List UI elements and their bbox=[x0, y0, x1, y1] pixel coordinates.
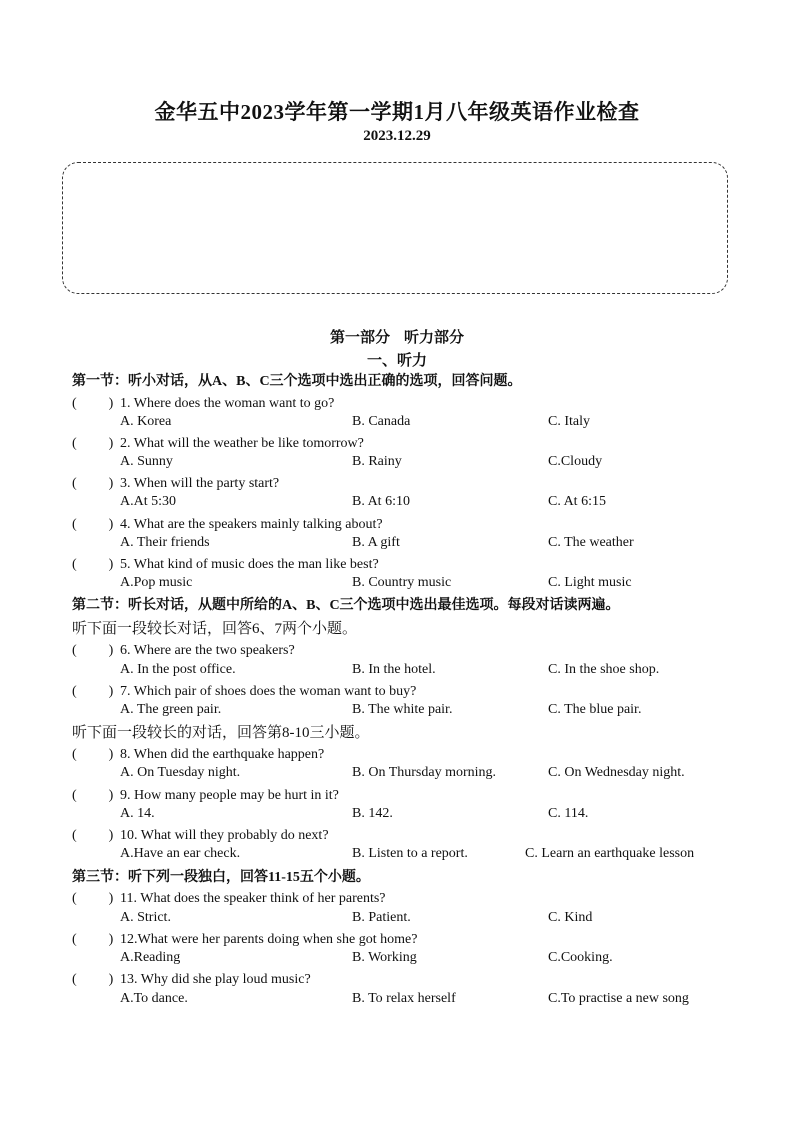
question-11: ( ) 11. What does the speaker think of her parents? bbox=[72, 889, 386, 909]
section-2-heading: 第二节：听长对话，从题中所给的A、B、C三个选项中选出最佳选项。每段对话读两遍。 bbox=[72, 598, 620, 613]
q1-option-c: C. Italy bbox=[548, 414, 590, 429]
q2-option-c: C.Cloudy bbox=[548, 454, 603, 469]
question-4: ( ) 4. What are the speakers mainly talking about? bbox=[72, 515, 383, 535]
part-name: 听力部分 bbox=[404, 330, 465, 346]
q12-option-b: B. Working bbox=[352, 950, 417, 965]
question-7: ( ) 7. Which pair of shoes does the woman want to buy? bbox=[72, 682, 416, 702]
student-info-box[interactable] bbox=[62, 162, 728, 294]
q10-option-c: C. Learn an earthquake lesson bbox=[525, 846, 695, 861]
answer-blank-3[interactable]: ( ) bbox=[72, 476, 114, 491]
q3-option-a: A.At 5:30 bbox=[120, 494, 176, 509]
part-number: 第一部分 bbox=[329, 330, 390, 346]
q13-option-c: C.To practise a new song bbox=[548, 991, 689, 1006]
q7-option-a: A. The green pair. bbox=[120, 702, 222, 717]
answer-blank-4[interactable]: ( ) bbox=[72, 517, 114, 532]
q11-option-b: B. Patient. bbox=[352, 910, 411, 925]
q3-option-b: B. At 6:10 bbox=[352, 494, 410, 509]
q6-option-b: B. In the hotel. bbox=[352, 662, 436, 677]
question-2: ( ) 2. What will the weather be like tomorrow? bbox=[72, 434, 364, 454]
answer-blank-10[interactable]: ( ) bbox=[72, 828, 114, 843]
question-8: ( ) 8. When did the earthquake happen? bbox=[72, 745, 324, 765]
question-13: ( ) 13. Why did she play loud music? bbox=[72, 970, 311, 990]
q12-option-c: C.Cooking. bbox=[548, 950, 613, 965]
question-6: ( ) 6. Where are the two speakers? bbox=[72, 641, 295, 661]
q11-option-c: C. Kind bbox=[548, 910, 593, 925]
answer-blank-12[interactable]: ( ) bbox=[72, 932, 114, 947]
document-date: 2023.12.29 bbox=[363, 128, 431, 144]
answer-blank-13[interactable]: ( ) bbox=[72, 972, 114, 987]
q12-option-a: A.Reading bbox=[120, 950, 181, 965]
answer-blank-8[interactable]: ( ) bbox=[72, 747, 114, 762]
q5-option-b: B. Country music bbox=[352, 575, 452, 590]
answer-blank-9[interactable]: ( ) bbox=[72, 788, 114, 803]
question-12: ( ) 12.What were her parents doing when she got home? bbox=[72, 930, 417, 950]
q4-option-a: A. Their friends bbox=[120, 535, 210, 550]
part-title bbox=[0, 326, 794, 347]
q6-option-c: C. In the shoe shop. bbox=[548, 662, 660, 677]
q1-option-a: A. Korea bbox=[120, 414, 172, 429]
section-1-heading: 第一节：听小对话，从A、B、C三个选项中选出正确的选项，回答问题。 bbox=[72, 374, 522, 389]
q2-option-a: A. Sunny bbox=[120, 454, 173, 469]
section-2-note-2: 听下面一段较长的对话，回答第8-10三小题。 bbox=[72, 725, 370, 741]
answer-blank-2[interactable]: ( ) bbox=[72, 436, 114, 451]
q8-option-c: C. On Wednesday night. bbox=[548, 765, 685, 780]
q7-option-b: B. The white pair. bbox=[352, 702, 453, 717]
q1-option-b: B. Canada bbox=[352, 414, 411, 429]
question-1: ( ) 1. Where does the woman want to go? bbox=[72, 394, 334, 414]
question-5: ( ) 5. What kind of music does the man like best? bbox=[72, 555, 379, 575]
q10-option-b: B. Listen to a report. bbox=[352, 846, 468, 861]
q6-option-a: A. In the post office. bbox=[120, 662, 236, 677]
subpart-title: 一、听力 bbox=[366, 353, 427, 369]
q4-option-c: C. The weather bbox=[548, 535, 634, 550]
q9-option-b: B. 142. bbox=[352, 806, 393, 821]
q5-option-a: A.Pop music bbox=[120, 575, 193, 590]
q5-option-c: C. Light music bbox=[548, 575, 632, 590]
q10-option-a: A.Have an ear check. bbox=[120, 846, 241, 861]
q13-option-b: B. To relax herself bbox=[352, 991, 456, 1006]
question-9: ( ) 9. How many people may be hurt in it? bbox=[72, 786, 339, 806]
q8-option-b: B. On Thursday morning. bbox=[352, 765, 497, 780]
section-2-note-1: 听下面一段较长对话，回答6、7两个小题。 bbox=[72, 621, 358, 637]
q9-option-c: C. 114. bbox=[548, 806, 589, 821]
answer-blank-6[interactable]: ( ) bbox=[72, 643, 114, 658]
q11-option-a: A. Strict. bbox=[120, 910, 171, 925]
q7-option-c: C. The blue pair. bbox=[548, 702, 642, 717]
answer-blank-7[interactable]: ( ) bbox=[72, 684, 114, 699]
question-10: ( ) 10. What will they probably do next? bbox=[72, 826, 329, 846]
answer-blank-11[interactable]: ( ) bbox=[72, 891, 114, 906]
q4-option-b: B. A gift bbox=[352, 535, 400, 550]
q2-option-b: B. Rainy bbox=[352, 454, 402, 469]
section-3-heading: 第三节：听下列一段独白，回答11-15五个小题。 bbox=[72, 870, 370, 885]
q13-option-a: A.To dance. bbox=[120, 991, 188, 1006]
q3-option-c: C. At 6:15 bbox=[548, 494, 606, 509]
q9-option-a: A. 14. bbox=[120, 806, 155, 821]
question-3: ( ) 3. When will the party start? bbox=[72, 474, 279, 494]
answer-blank-5[interactable]: ( ) bbox=[72, 557, 114, 572]
answer-blank-1[interactable]: ( ) bbox=[72, 396, 114, 411]
q8-option-a: A. On Tuesday night. bbox=[120, 765, 241, 780]
document-title: 金华五中2023学年第一学期1月八年级英语作业检查 bbox=[154, 100, 640, 124]
